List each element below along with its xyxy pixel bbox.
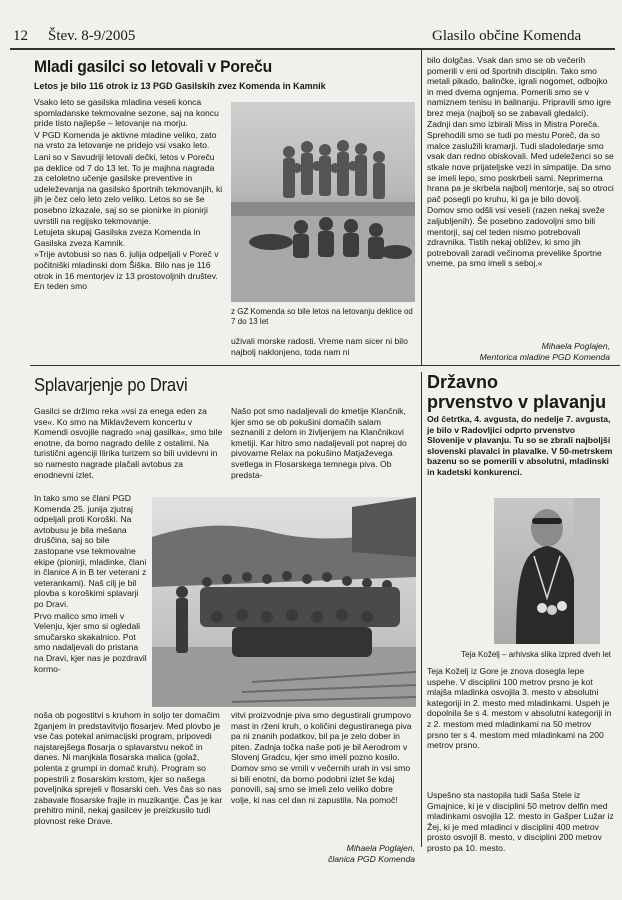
article3-body2: Uspešno sta nastopila tudi Saša Stele iz Gmajnice, ki je v disciplini 50 metrov delfin med mladinkami osvojila 12. mesto in Gašper Lužar iz Žej, ki je med mladinci v disciplini 400 metrov prosto osvojil 8. mesto, v disciplini 200 metrov prosto pa 10. mesto. <box>427 790 614 853</box>
article1-col3-p1: bilo dolgčas. Vsak dan smo se ob večerih pomerili v eni od športnih disciplin. Tako smo metali pikado, balinčke, igrali nogomet, odbojko in med dvema ognjema. Pomerili smo se v namiznem tenisu in balinanju. Pripravili smo igre brez meja (najbolj so se zabavali gledalci). Zadnji dan smo izbirali Miss in Mistra Poreča. <box>427 55 611 129</box>
issue-number: Štev. 8-9/2005 <box>48 28 136 44</box>
photo1-caption: z GZ Komenda so bile letos na letovanju deklice od 7 do 13 let <box>231 307 413 326</box>
article2-col1-p2: Prvo malico smo imeli v Velenju, kjer smo si ogledali smučarsko skakalnico. Pot smo nadaljevali do pristana na Dravi, kjer nas je pozdravil kormo- <box>34 610 147 674</box>
column-divider-bottom <box>421 372 422 847</box>
article1-subtitle: Letos je bilo 116 otrok iz 13 PGD Gasilskih zvez Komenda in Kamnik <box>34 81 326 91</box>
article2-intro: Gasilci se držimo reka »vsi za enega eden za vse«. Ko smo na Miklavževem koncertu v Komendi osvojile nagrado »naj gasilka«, smo bile enotne, da bomo nagrado delile z ostalimi. Na turistični agenciji Ilirika turizem so bili uvidevni in so namesto nagrade plačali avtobus za enodnevni izlet. <box>34 406 223 480</box>
article1-signature-role: Mentorica mladine PGD Komenda <box>479 352 610 362</box>
article1-col3-p3: Domov smo odšli vsi veseli (razen nekaj sveže zaljubljenih). Še posebno zadovoljni smo bili mentorji, saj cel teden nismo potrebovali zdravnika. Tistih nekaj obližev, ki smo jih potrebovali zaradi večinoma prevelike športne vneme, pa smo imeli s seboj.« <box>427 205 605 269</box>
article1-col1-p4: Letujeta skupaj Gasilska zveza Komenda in Gasilska zveza Kamnik. <box>34 227 201 248</box>
article1-col1-p5: »Trije avtobusi so nas 6. julija odpeljali v Poreč v počitniški mladinski dom Šiška. Bilo nas je 116 otrok in 16 mentorjev iz 13 prostovoljnih društev. En teden smo <box>34 249 219 292</box>
article3-title <box>427 372 617 412</box>
article2-col1 <box>34 493 149 675</box>
article1-col1 <box>34 97 224 293</box>
article1-col2-end: uživali morske radosti. Vreme nam sicer ni bilo najbolj naklonjeno, toda nam ni <box>231 336 408 357</box>
article2-signature-role: članica PGD Komenda <box>328 854 415 864</box>
article1-col1-p1: Vsako leto se gasilska mladina veseli konca spomladanske tekmovalne sezone, saj na koncu pride tisto najlepše – letovanje na morju. <box>34 97 219 129</box>
photo3-caption: Teja Koželj – arhivska slika izpred dveh let <box>461 650 611 659</box>
page-number: 12 <box>13 28 28 44</box>
article3-title-line1: Državno <box>427 372 499 392</box>
photo-girls-beach-illustration <box>231 102 415 302</box>
photo-swimmer <box>494 498 600 644</box>
article2-title: Splavarjenje po Dravi <box>34 375 188 395</box>
article1-col1-p2: V PGD Komenda je aktivne mladine veliko, zato na vrsto za letovanje ne pridejo vsi vsako leto. <box>34 129 217 151</box>
photo-raft-group-illustration <box>152 497 416 707</box>
photo-raft-group <box>152 497 416 707</box>
header-rule <box>10 48 615 50</box>
article2-signature-name: Mihaela Poglajen, <box>346 843 415 853</box>
article1-col3 <box>427 55 614 270</box>
masthead: Glasilo občine Komenda <box>432 28 582 44</box>
article3-lead: Od četrtka, 4. avgusta, do nedelje 7. avgusta, je bilo v Radovljici odprto prvenstvo Slovenije v plavanju. Tu so se zbrali najboljši slovenski plavalci in plavalke. V 50-metrskem bazenu so se pomerili v absolutni, mladinski in kadetski konkurenci. <box>427 414 613 477</box>
column-divider-top <box>421 50 422 365</box>
article1-bottom-rule <box>30 365 620 366</box>
article3-body1: Teja Koželj iz Gore je znova dosegla lepe uspehe. V disciplini 100 metrov prsno je kot mlajša mladinka osvojila 3. mesto v absolutni kategoriji in 2. mesto med mladinkami. Uspeh je dopolnila še s 4. mestom v absolutni kategoriji in z 2. mestom med mladinkami na 50 metrov prsno ter s 4. mestom med mladinkami na 200 metrov prsno. <box>427 666 612 751</box>
article1-title: Mladi gasilci so letovali v Poreču <box>34 57 272 76</box>
article2-col2-bottom: vitvi proizvodnje piva smo degustirali grumpovo mast in rženi kruh, o količini degustiranega piva pa ni znanih podatkov, bil pa je zelo dober in piten. Zadnja točka naše poti je bil Aerodrom v Slovenj Gradcu, kjer smo imeli pozno kosilo. Domov smo se vrnili v večernih urah in vsi smo si bili enotni, da bomo podobni izlet še kdaj ponovili, saj smo se imeli zelo veliko dobre volje, ki nas cel dan ni zapustila. Na pomoč! <box>231 710 412 805</box>
article2-col1-continued: noša ob pogostitvi s kruhom in soljo ter domačim žganjem in predstavitvijo flosarjev. Med plovbo je vse čas potekal animacijski program, pripovedi najstarejšega flosarja o splavarstvu nekoč in danes. Ni manjkala flosarska malica (golaž, polenta z grumpi in domač kruh). Program so popestrili z flosarskim krstom, kjer so našega poveljnika sprejeli v flosarski ceh. Ves čas so nas zabavale flosarske frajle in muzikantje. Čas je kar prehitro minil, nekaj gasilcev je preizkusilo tudi plovnost reke Drave. <box>34 710 223 826</box>
photo-swimmer-illustration <box>494 498 600 644</box>
article1-col3-p2: Sprehodili smo se tudi po mestu Poreč, da so malce zaslužili kramarji. Tudi sladoledarje smo vsak dan redno obiskovali. Med udeleženci so se stkale nove prijateljske vezi in simpatije. Da smo se imeli lepo, smo poskrbeli sami. Neprimerna hrana pa je skrbela najbolj mentorje, saj so otroci pač posegli po kruhu, ki ga je bilo dovolj. <box>427 130 614 204</box>
article2-col2-top: Našo pot smo nadaljevali do kmetije Klančnik, kjer smo se ob pokušini domačih salam seznanili z delom in življenjem na Klančnikovi kmetiji. Kar hitro smo nadaljevali pot naprej do pivovarne Relax na pokušino Matjaževega svetlega in Flosarskega temnega piva. Ob predsta- <box>231 406 407 480</box>
photo-girls-beach <box>231 102 415 302</box>
article3-title-line2: prvenstvo v plavanju <box>427 392 607 412</box>
article1-signature-name: Mihaela Poglajen, <box>541 341 610 351</box>
article1-col1-p3: Lani so v Savudriji letovali dečki, letos v Poreču pa deklice od 7 do 13 let. To je majhna nagrada za celoletno učenje gasilske preventive in udeleževanja na gasilsko športnih tekmovanjih, ki jih je čez celo leto zelo veliko. Letos so se še posebno izkazale, saj so se pionirke in pionirji uvrstili na regijsko tekmovanje. <box>34 151 223 226</box>
article2-col1-p1: In tako smo se člani PGD Komenda 25. junija zjutraj odpeljali proti Koroški. Na avtobusu je bila mešana druščina, saj so bile zastopane vse tekmovalne ekipe (pionirji, mladinke, člani in članice A in B ter veterani z veterankami). Naš cilj je bil plovba s koroškimi splavarji po Dravi. <box>34 493 147 609</box>
